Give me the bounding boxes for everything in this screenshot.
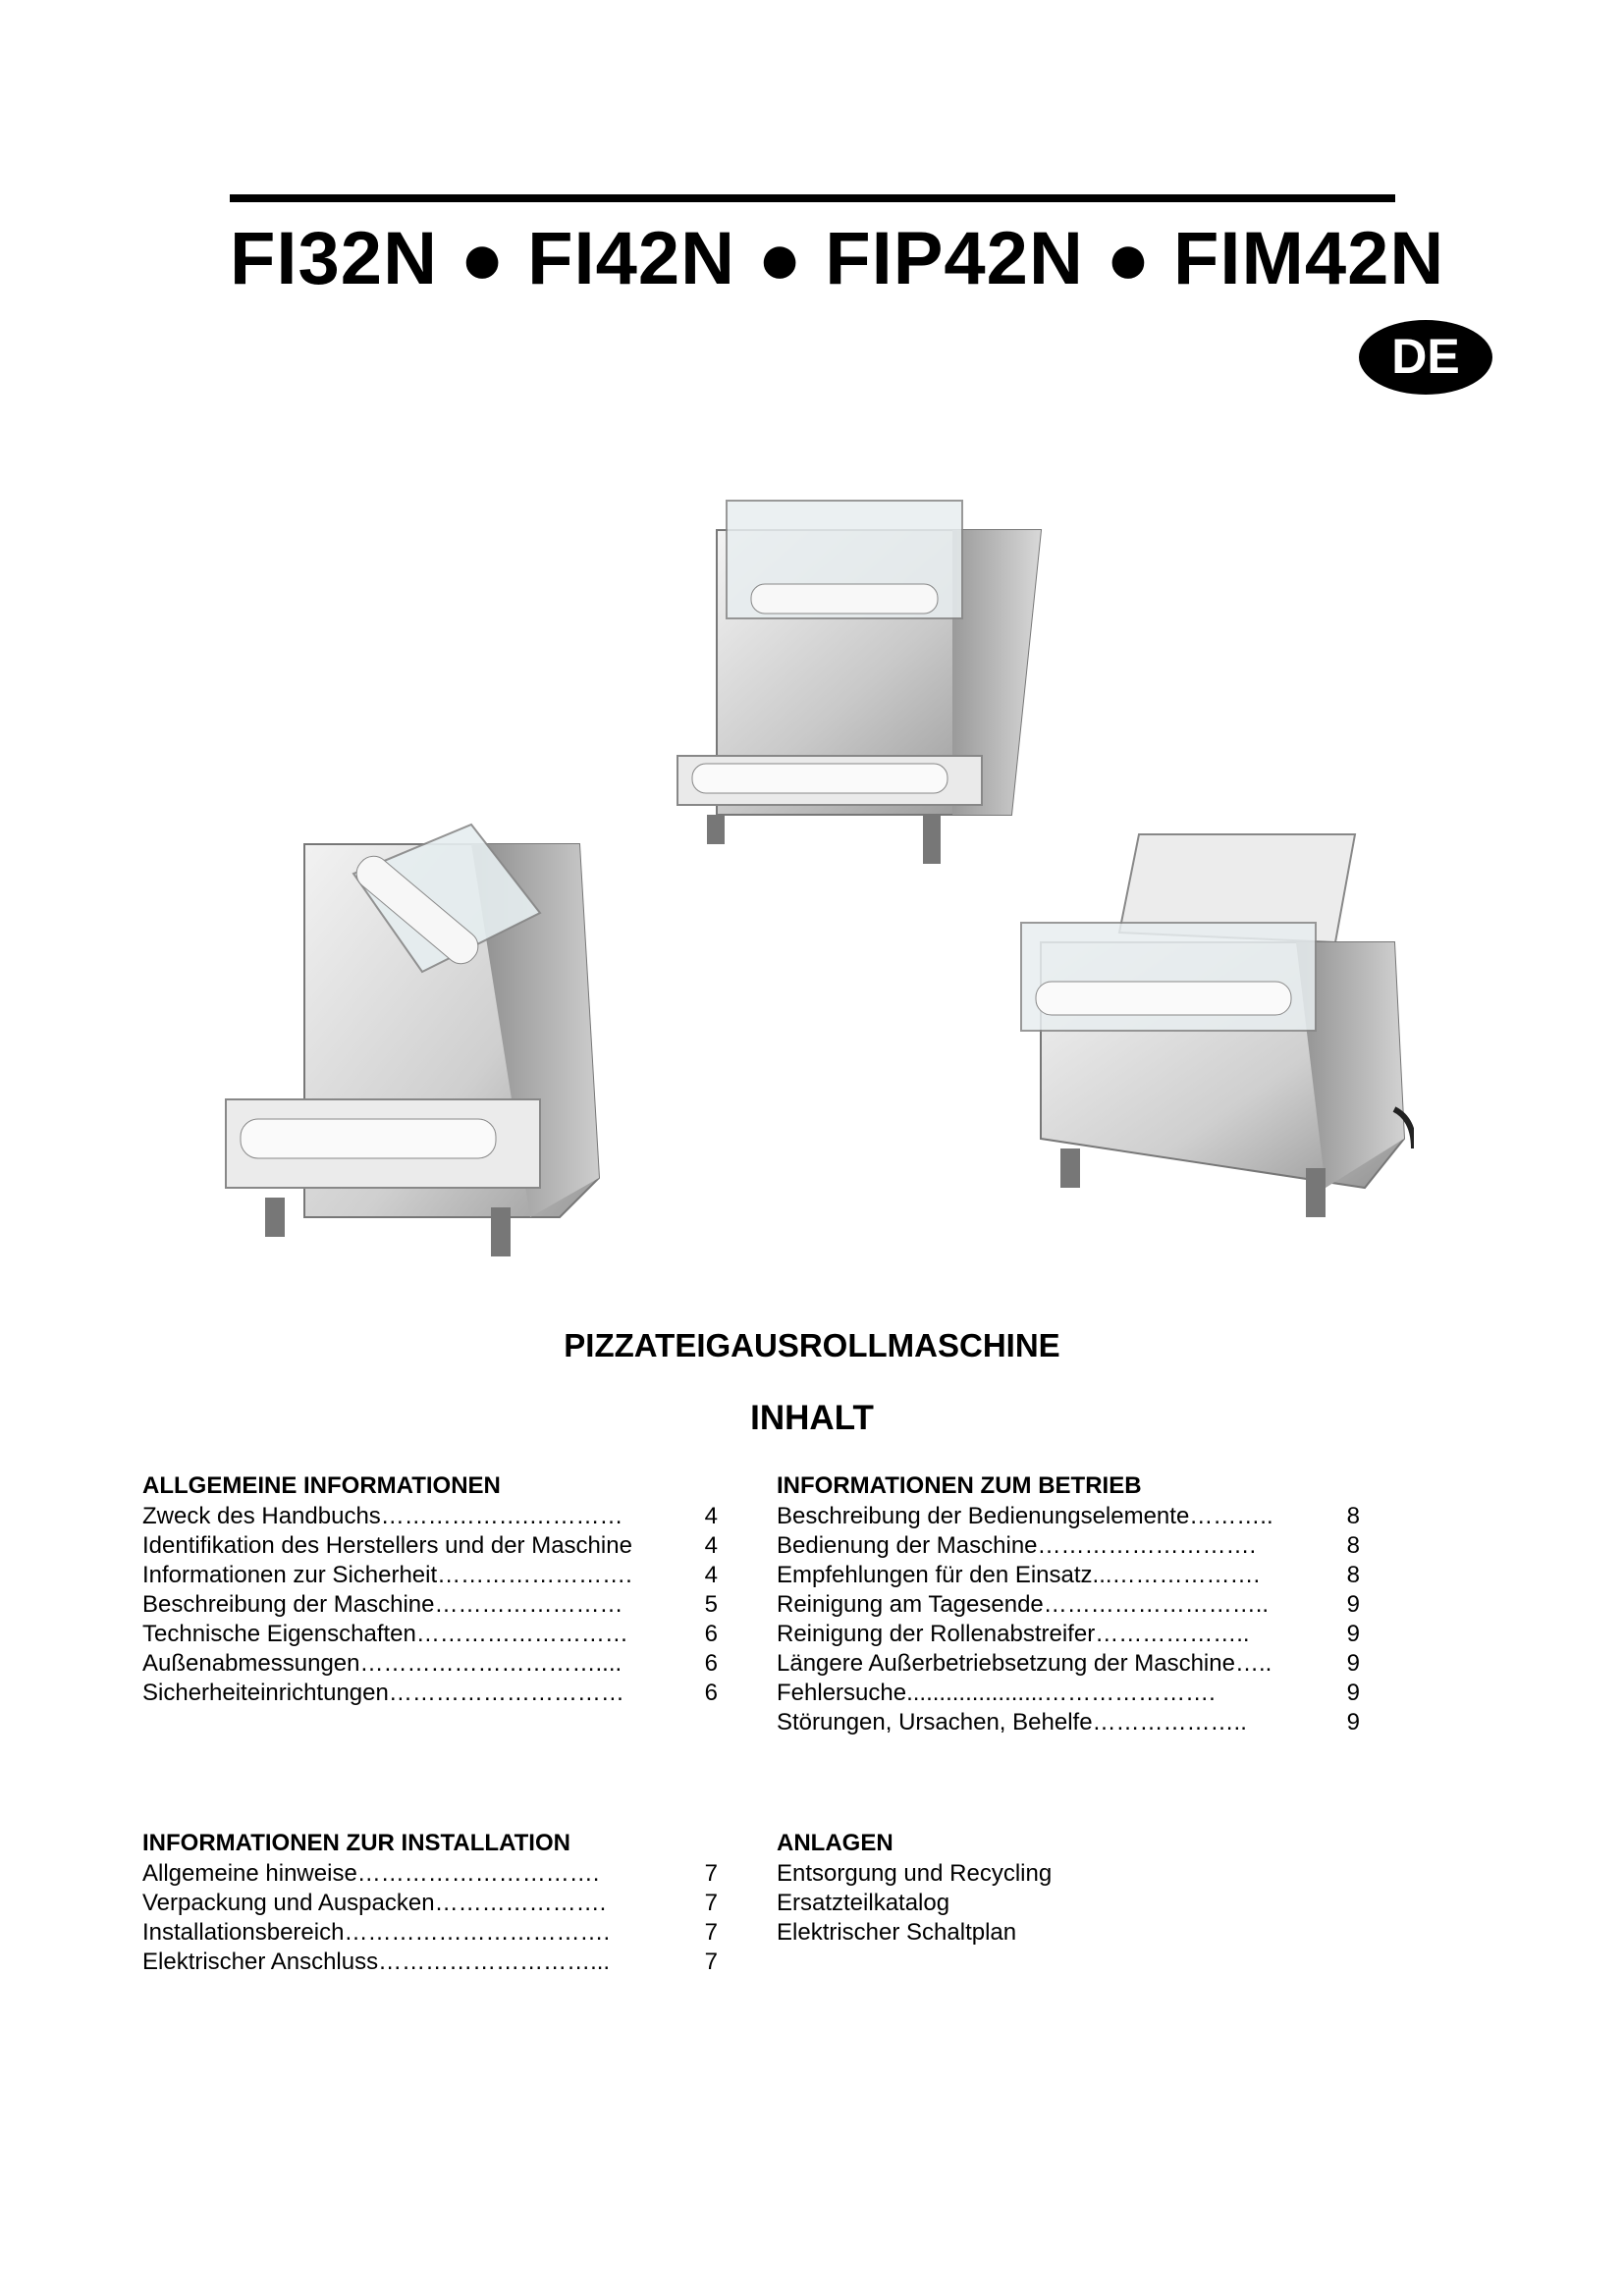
toc-entry[interactable] (777, 1590, 1360, 1620)
toc-entry[interactable] (142, 1590, 718, 1620)
toc-entry-page: 7 (704, 1860, 718, 1887)
toc-entry[interactable] (777, 1859, 1360, 1889)
toc-entry-page: 4 (704, 1532, 718, 1559)
toc-entry-label: Elektrischer Anschluss………………………... (142, 1949, 611, 1975)
language-badge-label: DE (1391, 329, 1460, 384)
toc-entry[interactable] (777, 1679, 1360, 1708)
toc-entry[interactable] (142, 1679, 718, 1708)
toc-entry[interactable] (777, 1708, 1360, 1737)
toc-entry-page: 5 (704, 1591, 718, 1618)
toc-entry-label: Sicherheiteinrichtungen………………………… (142, 1680, 624, 1706)
toc-entry-label: Reinigung der Rollenabstreifer……………….. (777, 1621, 1250, 1647)
toc-entry[interactable] (142, 1859, 718, 1889)
toc-entry-page: 4 (704, 1562, 718, 1588)
toc-entry[interactable] (142, 1649, 718, 1679)
toc-entry-label: Bedienung der Maschine………………………. (777, 1532, 1257, 1559)
toc-entry-page: 8 (1346, 1503, 1360, 1529)
toc-entry[interactable] (142, 1502, 718, 1531)
toc-entry[interactable] (142, 1948, 718, 1977)
toc-entry[interactable] (777, 1649, 1360, 1679)
language-badge (1357, 318, 1494, 397)
machine-photo-left (206, 805, 619, 1276)
toc-entry[interactable] (777, 1561, 1360, 1590)
top-rule (230, 194, 1395, 202)
toc-entry-label: Entsorgung und Recycling (777, 1860, 1053, 1887)
toc-entry-label: Elektrischer Schaltplan (777, 1919, 1017, 1946)
toc-entry[interactable] (142, 1889, 718, 1918)
toc-entry[interactable] (777, 1889, 1360, 1918)
toc-entry-label: Reinigung am Tagesende……………………….. (777, 1591, 1270, 1618)
toc-entry-page: 8 (1346, 1562, 1360, 1588)
toc-heading: ANLAGEN (777, 1830, 893, 1856)
toc-entry-label: Informationen zur Sicherheit……………………. (142, 1562, 632, 1588)
toc-entry-page: 9 (1346, 1591, 1360, 1618)
toc-entry-page: 9 (1346, 1621, 1360, 1647)
toc-entry[interactable] (142, 1918, 718, 1948)
toc-entry-page: 9 (1346, 1709, 1360, 1735)
toc-section-general (142, 1470, 718, 1708)
toc-entry-page: 9 (1346, 1680, 1360, 1706)
toc-entry-label: Installationsbereich……………………………. (142, 1919, 611, 1946)
toc-entry[interactable] (777, 1620, 1360, 1649)
toc-entry[interactable] (142, 1561, 718, 1590)
toc-entry-label: Längere Außerbetriebsetzung der Maschine….. (777, 1650, 1272, 1677)
product-title: PIZZATEIGAUSROLLMASCHINE (564, 1327, 1060, 1363)
toc-entry-page: 7 (704, 1890, 718, 1916)
toc-heading: INFORMATIONEN ZUR INSTALLATION (142, 1830, 570, 1856)
toc-entry-label: Außenabmessungen………………………….... (142, 1650, 623, 1677)
model-title: FI32N ● FI42N ● FIP42N ● FIM42N (230, 217, 1445, 300)
toc-heading: ALLGEMEINE INFORMATIONEN (142, 1472, 501, 1499)
toc-entry-page: 7 (704, 1919, 718, 1946)
contents-title: INHALT (750, 1399, 874, 1437)
toc-entry[interactable] (142, 1620, 718, 1649)
toc-section-annex (777, 1828, 1360, 1948)
toc-entry-page: 4 (704, 1503, 718, 1529)
machine-photo-top (658, 491, 1051, 874)
toc-entry-label: Empfehlungen für den Einsatz...………………. (777, 1562, 1261, 1588)
toc-section-installation (142, 1828, 718, 1977)
toc-entry-label: Fehlersuche.....................…………………. (777, 1680, 1216, 1706)
toc-entry-page: 6 (704, 1621, 718, 1647)
toc-entry[interactable] (142, 1531, 718, 1561)
toc-entry-page: 8 (1346, 1532, 1360, 1559)
toc-entry-label: Beschreibung der Bedienungselemente……….. (777, 1503, 1273, 1529)
toc-heading: INFORMATIONEN ZUM BETRIEB (777, 1472, 1142, 1499)
toc-entry-label: Beschreibung der Maschine…………………… (142, 1591, 623, 1618)
toc-entry-label: Störungen, Ursachen, Behelfe……………….. (777, 1709, 1247, 1735)
toc-entry[interactable] (777, 1502, 1360, 1531)
toc-entry-label: Zweck des Handbuchs……………….………… (142, 1503, 623, 1529)
toc-entry[interactable] (777, 1531, 1360, 1561)
machine-photo-right (1001, 815, 1414, 1227)
toc-entry-page: 6 (704, 1650, 718, 1677)
toc-entry-label: Verpackung und Auspacken…………………. (142, 1890, 607, 1916)
toc-entry-page: 9 (1346, 1650, 1360, 1677)
toc-entry[interactable] (777, 1918, 1360, 1948)
toc-entry-page: 6 (704, 1680, 718, 1706)
toc-entry-label: Identifikation des Herstellers und der Maschine (142, 1532, 632, 1559)
toc-entry-label: Technische Eigenschaften……………………… (142, 1621, 628, 1647)
toc-section-operation (777, 1470, 1360, 1737)
toc-entry-page: 7 (704, 1949, 718, 1975)
toc-entry-label: Allgemeine hinweise…………………………. (142, 1860, 600, 1887)
toc-entry-label: Ersatzteilkatalog (777, 1890, 950, 1916)
